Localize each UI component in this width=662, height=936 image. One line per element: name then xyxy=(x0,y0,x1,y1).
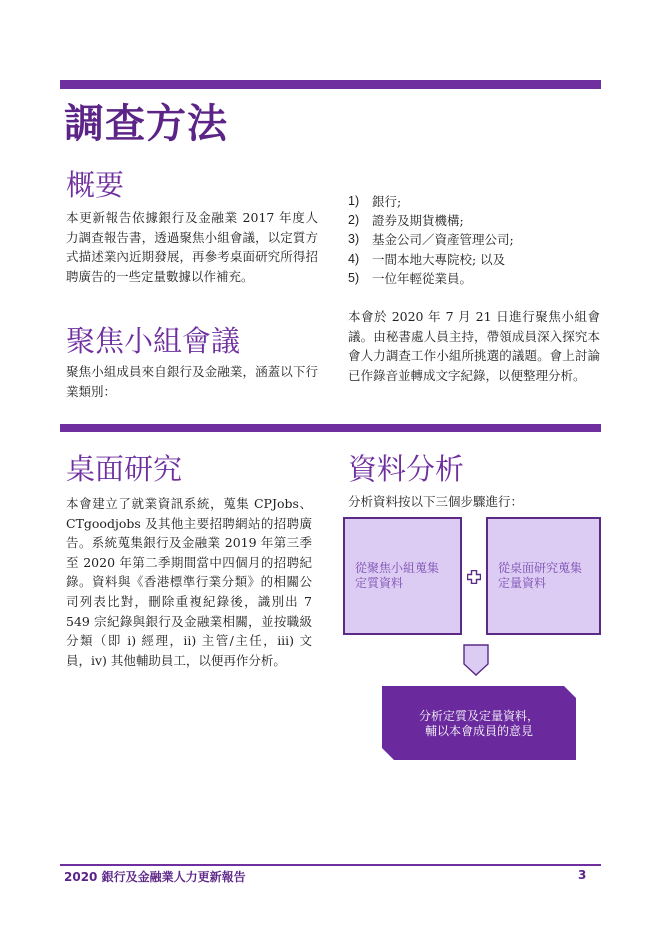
footer-divider xyxy=(60,864,601,866)
desk-research-heading: 桌面研究 xyxy=(66,452,183,486)
desk-research-text: 本會建立了就業資訊系統，蒐集 CPJobs、CTgoodjobs 及其他主要招聘網站的招聘廣告。系統蒐集銀行及金融業 2019 年第三季至 2020 年第二季期間當中四個月的招聘紀錄。資料與《香港標準行業分類》的相關公司列表比對，刪除重複紀錄後，識別出 7 549 宗紀錄與銀行及金融業相關，並按職級分類（即 i) 經理，ii) 主管/主任，iii) 文員，iv) 其他輔助員工，以便再作分析。 xyxy=(66,496,312,668)
list-item: 4) 一間本地大專院校; 以及 xyxy=(348,251,506,267)
list-item: 3) 基金公司／資產管理公司; xyxy=(348,232,514,248)
focus-group-heading: 聚焦小組會議 xyxy=(66,324,241,358)
step-analysis-line-2: 輔以本會成員的意見 xyxy=(424,724,533,738)
step-desk-research-box xyxy=(486,517,601,635)
step-focus-group-box xyxy=(343,517,462,635)
page-number: 3 xyxy=(578,868,587,882)
focus-group-intro: 聚焦小組成員來自銀行及金融業，涵蓋以下行業類別： xyxy=(66,364,318,399)
step-focus-group-label: 從聚焦小組蒐集定質資料 xyxy=(355,561,440,590)
data-analysis-heading: 資料分析 xyxy=(348,452,465,486)
overview-text: 本更新報告依據銀行及金融業 2017 年度人力調查報告書，透過聚焦小組會議，以定質方式描述業內近期發展，再參考桌面研究所得招聘廣告的一些定量數據以作補充。 xyxy=(66,210,318,284)
focus-group-meeting-text: 本會於 2020 年 7 月 21 日進行聚焦小組會議。由秘書處人員主持，帶領成員深入探究本會人力調查工作小組所挑選的議題。會上討論已作錄音並轉成文字紀錄，以便整理分析。 xyxy=(348,309,600,383)
data-analysis-intro: 分析資料按以下三個步驟進行： xyxy=(348,494,524,509)
list-item: 5) 一位年輕從業員。 xyxy=(348,270,473,286)
plus-icon xyxy=(467,570,481,584)
overview-heading: 概要 xyxy=(66,168,125,202)
page-title: 調查方法 xyxy=(64,101,228,147)
footer-report-title: 2020 銀行及金融業人力更新報告 xyxy=(64,870,246,884)
step-analysis-line-1: 分析定質及定量資料， xyxy=(418,709,539,723)
sector-list xyxy=(348,192,514,288)
list-item: 2) 證券及期貨機構; xyxy=(348,213,464,229)
down-arrow-icon xyxy=(463,644,489,676)
step-analysis-label xyxy=(382,709,576,739)
middle-accent-bar xyxy=(60,424,601,432)
step-desk-research-label: 從桌面研究蒐集定量資料 xyxy=(498,561,583,590)
top-accent-bar xyxy=(60,80,601,89)
list-item: 1) 銀行; xyxy=(348,194,402,209)
